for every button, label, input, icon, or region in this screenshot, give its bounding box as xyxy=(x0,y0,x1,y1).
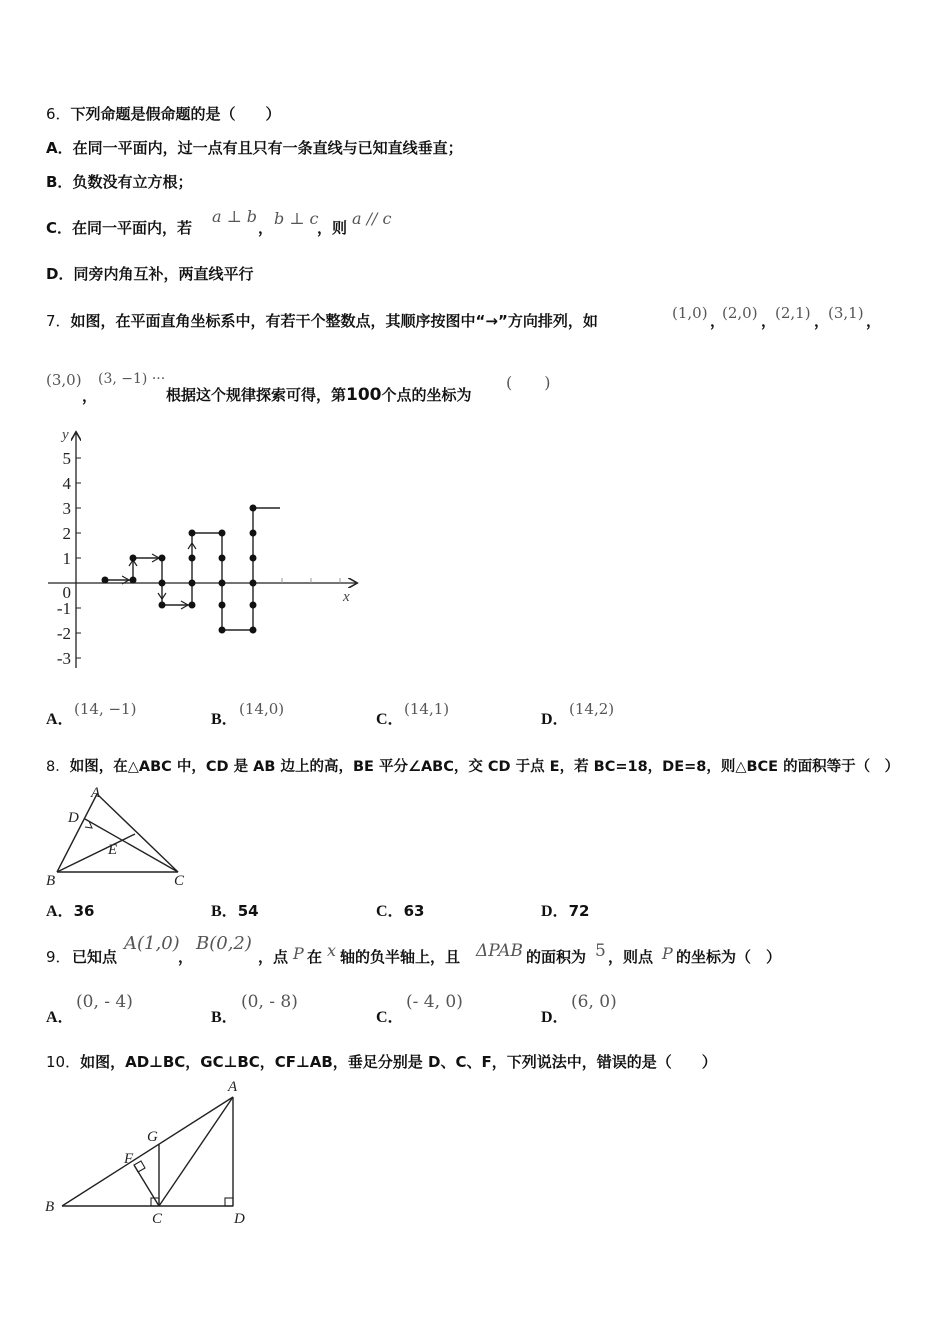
option-text: 同旁内角互补，两直线平行 xyxy=(73,265,254,283)
q8-option-c xyxy=(376,898,424,921)
option-value: (14,2) xyxy=(569,700,615,718)
q7-point-4: (3,1) xyxy=(828,304,864,322)
option-text: 在同一平面内，若 xyxy=(72,219,193,237)
option-label: B． xyxy=(211,1009,238,1026)
option-label: B． xyxy=(46,173,73,191)
q9-number: 9． xyxy=(46,948,71,966)
option-label: A． xyxy=(46,1009,74,1026)
q6-stem-text: 下列命题是假命题的是（ ） xyxy=(70,105,281,123)
y-tick-label: 1 xyxy=(62,549,71,568)
graph-point xyxy=(250,555,257,562)
option-value: (14,0) xyxy=(239,700,285,718)
q9-point-a: A(1,0) xyxy=(124,933,180,954)
graph-point xyxy=(219,602,226,609)
point-path xyxy=(105,508,280,630)
q7-stem-line2 xyxy=(166,384,472,405)
q10-stem xyxy=(46,1051,717,1072)
q8-number: 8． xyxy=(46,759,70,775)
option-value: (0, - 4) xyxy=(76,992,133,1012)
q9-text: ，则点 xyxy=(608,948,654,966)
option-value: (14,1) xyxy=(404,700,450,718)
option-label: D． xyxy=(541,711,569,728)
q8-triangle-figure xyxy=(40,782,200,892)
option-label: C． xyxy=(376,1009,404,1026)
q6-c-math-a-par-c: a // c xyxy=(352,209,392,228)
q6-c-comma: ， xyxy=(258,219,274,237)
option-label: C． xyxy=(46,219,73,237)
q9-x: x xyxy=(327,941,337,960)
y-tick-label: 2 xyxy=(62,524,71,543)
q7-sep: ， xyxy=(866,312,882,330)
q9-text: 轴的负半轴上，且 xyxy=(340,948,461,966)
q6-number: 6． xyxy=(46,105,71,123)
graph-point xyxy=(189,602,196,609)
vertex-label-a: A xyxy=(228,1079,238,1095)
option-value: 54 xyxy=(237,902,259,920)
option-value: (6, 0) xyxy=(571,992,617,1012)
graph-point xyxy=(102,577,109,584)
vertex-label-f: F xyxy=(124,1151,134,1167)
graph-point xyxy=(219,530,226,537)
q8-option-a xyxy=(46,898,94,921)
q7-sep: ， xyxy=(814,312,830,330)
graph-point xyxy=(130,577,137,584)
graph-point xyxy=(219,580,226,587)
y-tick-label: 3 xyxy=(62,499,71,518)
graph-point xyxy=(189,555,196,562)
q6-option-b xyxy=(46,171,192,192)
q10-number: 10． xyxy=(46,1053,81,1071)
q6-c-math-b-perp-c: b ⊥ c xyxy=(274,209,319,228)
graph-point xyxy=(189,530,196,537)
graph-point xyxy=(219,627,226,634)
q9-area-value: 5 xyxy=(595,941,606,961)
graph-point xyxy=(250,627,257,634)
vertex-label-b: B xyxy=(45,1199,55,1215)
q7-stem-line1 xyxy=(46,310,598,331)
q6-c-then: ，则 xyxy=(317,219,348,237)
y-tick-label: -2 xyxy=(56,624,71,643)
vertex-label-a: A xyxy=(91,785,101,801)
vertex-label-g: G xyxy=(147,1129,158,1145)
option-value: 63 xyxy=(403,902,425,920)
vertex-label-c: C xyxy=(152,1211,163,1227)
q8-option-d xyxy=(541,898,589,921)
vertex-label-d: D xyxy=(234,1211,245,1227)
q7-stem-part2: ”方向排列，如 xyxy=(498,312,598,330)
q9-text: ，点 xyxy=(258,948,289,966)
q9-point-p: P xyxy=(662,944,673,963)
graph-point xyxy=(159,555,166,562)
option-label: B． xyxy=(211,711,238,728)
option-text: 在同一平面内，过一点有且只有一条直线与已知直线垂直； xyxy=(72,139,463,157)
option-label: A． xyxy=(46,711,74,728)
y-tick-label: 0 xyxy=(62,583,71,602)
option-label: A． xyxy=(46,139,73,157)
q9-text: 的面积为 xyxy=(526,948,587,966)
option-value: (14, −1) xyxy=(74,700,137,718)
option-label: B． xyxy=(211,903,238,920)
vertex-label-c: C xyxy=(174,873,185,889)
y-tick-label: -1 xyxy=(56,599,71,618)
graph-point xyxy=(130,555,137,562)
q7-number-100: 100 xyxy=(346,385,382,405)
arrow-icon: → xyxy=(485,312,498,330)
q7-stem-part3: 根据这个规律探索可得，第 xyxy=(166,386,347,404)
q6-stem xyxy=(46,103,281,124)
y-tick-label: 5 xyxy=(62,449,71,468)
option-label: D． xyxy=(541,1009,569,1026)
q6-option-c xyxy=(46,217,192,238)
option-value: (- 4, 0) xyxy=(406,992,463,1012)
q7-point-3: (2,1) xyxy=(775,304,811,322)
x-axis-label: x xyxy=(343,589,350,605)
q7-coordinate-graph xyxy=(40,425,370,675)
graph-point xyxy=(250,530,257,537)
q10-stem-text: 如图，AD⊥BC，GC⊥BC，CF⊥AB，垂足分别是 D、C、F，下列说法中，错误的是（ ） xyxy=(80,1053,717,1071)
q7-sep: ， xyxy=(710,312,726,330)
q7-point-6: (3, −1) ··· xyxy=(98,371,166,387)
q10-figure xyxy=(40,1075,260,1235)
q6-option-d xyxy=(46,263,253,284)
q9-point-b: B(0,2) xyxy=(196,933,252,954)
option-value: 72 xyxy=(568,902,590,920)
vertex-label-b: B xyxy=(46,873,56,889)
graph-point xyxy=(219,555,226,562)
vertex-label-d: D xyxy=(68,810,79,826)
q7-number: 7． xyxy=(46,312,71,330)
y-tick-label: -3 xyxy=(56,649,71,668)
q7-stem-part1: 如图，在平面直角坐标系中，有若干个整数点，其顺序按图中“ xyxy=(70,312,486,330)
q7-stem-part4: 个点的坐标为 xyxy=(381,386,472,404)
y-axis-label: y xyxy=(62,427,69,443)
q7-sep: ， xyxy=(761,312,777,330)
option-value: (0, - 8) xyxy=(241,992,298,1012)
q7-point-1: (1,0) xyxy=(672,304,708,322)
graph-point xyxy=(159,602,166,609)
q9-text: 的坐标为（ ） xyxy=(676,948,782,966)
q7-point-5: (3,0) xyxy=(46,371,82,389)
q8-stem xyxy=(46,755,899,776)
q9-text: 在 xyxy=(307,948,323,966)
option-label: D． xyxy=(46,265,74,283)
graph-point xyxy=(189,580,196,587)
option-label: D． xyxy=(541,903,569,920)
q8-option-b xyxy=(211,898,259,921)
option-text: 负数没有立方根； xyxy=(72,173,193,191)
vertex-label-e: E xyxy=(108,842,118,858)
option-value: 36 xyxy=(73,902,95,920)
graph-point xyxy=(159,580,166,587)
graph-point xyxy=(250,505,257,512)
q8-stem-text: 如图，在△ABC 中，CD 是 AB 边上的高，BE 平分∠ABC，交 CD 于点 E，若 BC=18，DE=8，则△BCE 的面积等于（ ） xyxy=(69,759,900,775)
q7-sep: ， xyxy=(82,387,98,405)
option-label: C． xyxy=(376,903,404,920)
q9-comma: ， xyxy=(178,948,194,966)
q6-option-a xyxy=(46,137,463,158)
q7-point-2: (2,0) xyxy=(722,304,758,322)
graph-point xyxy=(250,602,257,609)
y-tick-label: 4 xyxy=(62,474,71,493)
q6-c-math-a-perp-b: a ⊥ b xyxy=(212,207,257,226)
q7-answer-blank: ( ) xyxy=(506,373,551,392)
option-label: C． xyxy=(376,711,404,728)
q9-text: 已知点 xyxy=(72,948,118,966)
q9-triangle-pab: ΔPAB xyxy=(476,941,523,961)
option-label: A． xyxy=(46,903,74,920)
graph-point xyxy=(250,580,257,587)
q9-point-p: P xyxy=(293,944,304,963)
